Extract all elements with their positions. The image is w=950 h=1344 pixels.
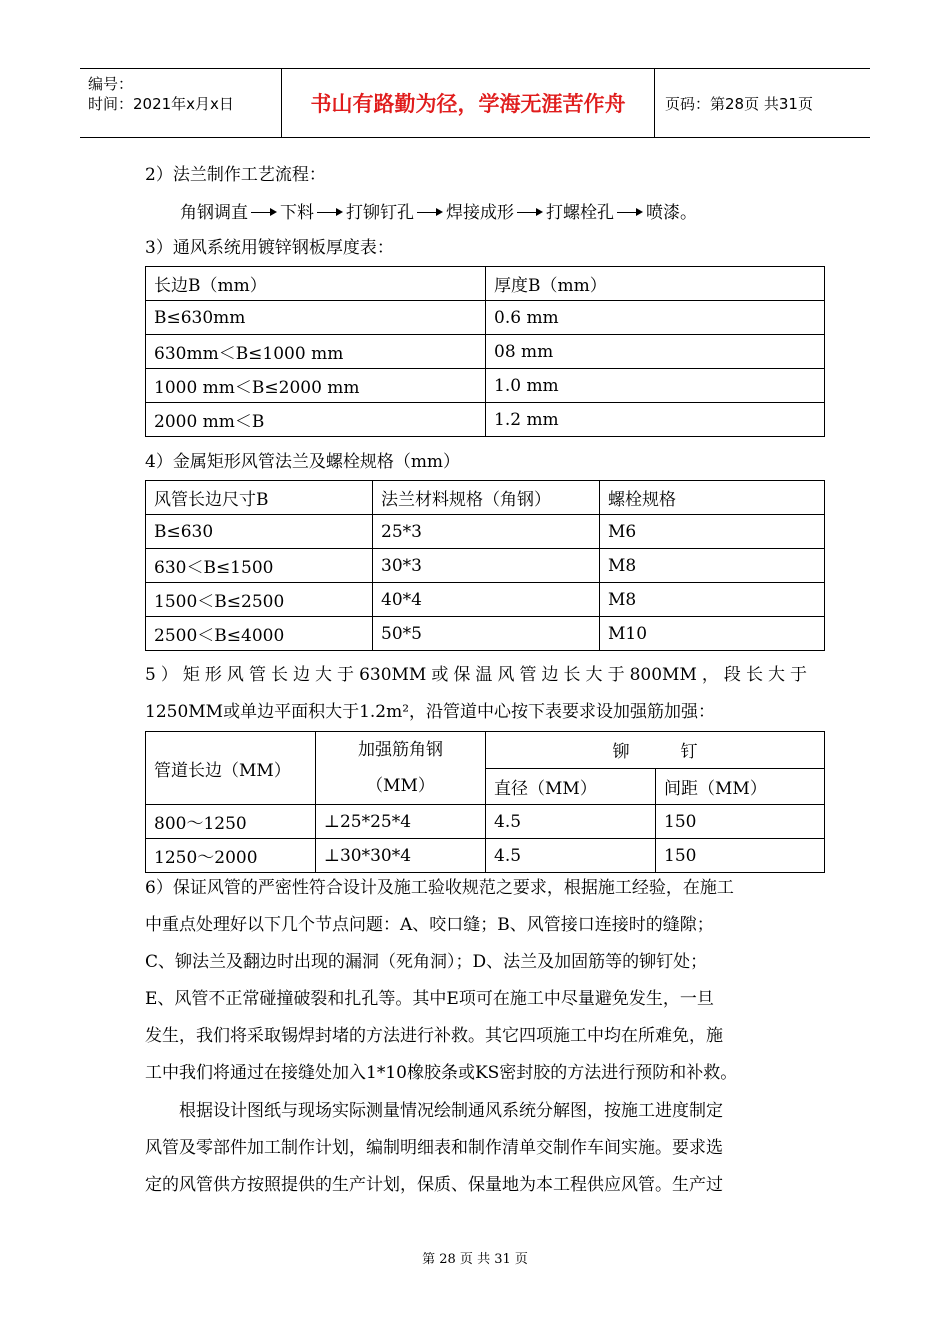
table-cell: M8 — [600, 549, 825, 583]
table-cell: ⊥30*30*4 — [316, 839, 486, 873]
table-cell: 1000 mm＜B≤2000 mm — [146, 369, 486, 403]
section3-title: 3）通风系统用镀锌钢板厚度表： — [145, 238, 394, 258]
table-cell: B≤630mm — [146, 301, 486, 335]
table-header-row — [146, 481, 825, 515]
table-row — [146, 839, 825, 873]
flow-step: 打螺栓孔 — [546, 203, 614, 223]
table-cell: 630mm＜B≤1000 mm — [146, 335, 486, 369]
table-cell: 30*3 — [373, 549, 600, 583]
paragraph-line: E、风管不正常碰撞破裂和扎孔等。其中E项可在施工中尽量避免发生，一旦 — [145, 989, 714, 1009]
table-header-cell: 管道长边（MM） — [146, 732, 316, 805]
table-cell: M10 — [600, 617, 825, 651]
paragraph-line: 发生，我们将采取锡焊封堵的方法进行补救。其它四项施工中均在所难免，施 — [145, 1026, 723, 1046]
section5-line2: 1250MM或单边平面积大于1.2m²，沿管道中心按下表要求设加强筋加强： — [145, 702, 716, 722]
table-cell: 800～1250 — [146, 805, 316, 839]
table-cell: 1250～2000 — [146, 839, 316, 873]
table-cell: M8 — [600, 583, 825, 617]
table-header-cell: 风管长边尺寸B — [146, 481, 373, 515]
table-cell: 4.5 — [486, 839, 656, 873]
header-motto: 书山有路勤为径，学海无涯苦作舟 — [282, 69, 655, 137]
paragraph-line: C、铆法兰及翻边时出现的漏洞（死角洞）；D、法兰及加固筋等的铆钉处； — [145, 952, 708, 972]
table-header-row — [146, 732, 825, 769]
table-row — [146, 369, 825, 403]
header-line: 加强筋角钢 — [358, 740, 443, 760]
table-cell: 2500＜B≤4000 — [146, 617, 373, 651]
table-cell: 1.0 mm — [486, 369, 825, 403]
table-header-cell: 铆 钉 — [486, 732, 825, 769]
section6-paragraph — [145, 870, 807, 1092]
paragraph-line: 中重点处理好以下几个节点问题：A、咬口缝；B、风管接口连接时的缝隙； — [145, 915, 714, 935]
arrow-right-icon — [417, 205, 443, 217]
number-label: 编号： — [88, 75, 134, 93]
table-header-cell: 间距（MM） — [656, 768, 825, 805]
table-row — [146, 301, 825, 335]
flow-step: 喷漆。 — [646, 203, 697, 223]
table-cell: 4.5 — [486, 805, 656, 839]
table-cell: 0.6 mm — [486, 301, 825, 335]
table-header-cell: 直径（MM） — [486, 768, 656, 805]
table-cell: 2000 mm＜B — [146, 403, 486, 437]
section5-line1: 5）矩形风管长边大于630MM或保温风管边长大于800MM，段长大于 — [145, 665, 807, 685]
arrow-right-icon — [317, 205, 343, 217]
paragraph-line: 风管及零部件加工制作计划，编制明细表和制作清单交制作车间实施。要求选 — [145, 1138, 723, 1158]
table-row — [146, 805, 825, 839]
flange-bolt-table — [145, 480, 825, 651]
steel-thickness-table — [145, 266, 825, 437]
table-row — [146, 403, 825, 437]
table-cell: ⊥25*25*4 — [316, 805, 486, 839]
table-header-cell: 螺栓规格 — [600, 481, 825, 515]
table-row — [146, 549, 825, 583]
table-cell: 25*3 — [373, 515, 600, 549]
page-footer: 第 28 页 共 31 页 — [422, 1252, 528, 1267]
table-cell: 630＜B≤1500 — [146, 549, 373, 583]
section2-title: 2）法兰制作工艺流程： — [145, 165, 326, 185]
table-header-cell: 厚度B（mm） — [486, 267, 825, 301]
header-meta — [80, 69, 282, 137]
table-row — [146, 335, 825, 369]
arrow-right-icon — [251, 205, 277, 217]
reinforcement-table — [145, 731, 825, 873]
table-cell: 1.2 mm — [486, 403, 825, 437]
paragraph-line: 工中我们将通过在接缝处加入1*10橡胶条或KS密封胶的方法进行预防和补救。 — [145, 1063, 738, 1083]
paragraph-line: 定的风管供方按照提供的生产计划，保质、保量地为本工程供应风管。生产过 — [145, 1175, 723, 1195]
table-cell: B≤630 — [146, 515, 373, 549]
time-label: 时间：2021年x月x日 — [88, 95, 234, 113]
table-header-cell: 长边B（mm） — [146, 267, 486, 301]
flow-step: 角钢调直 — [180, 203, 248, 223]
table-row — [146, 515, 825, 549]
paragraph-line: 根据设计图纸与现场实际测量情况绘制通风系统分解图，按施工进度制定 — [145, 1101, 723, 1121]
paragraph-line: 6）保证风管的严密性符合设计及施工验收规范之要求，根据施工经验，在施工 — [145, 878, 734, 898]
process-flow — [180, 198, 697, 223]
table-cell: 1500＜B≤2500 — [146, 583, 373, 617]
table-cell: M6 — [600, 515, 825, 549]
table-row — [146, 583, 825, 617]
table-cell: 50*5 — [373, 617, 600, 651]
table-cell: 08 mm — [486, 335, 825, 369]
planning-paragraph — [145, 1093, 807, 1204]
section4-title: 4）金属矩形风管法兰及螺栓规格（mm） — [145, 452, 461, 472]
table-header-cell: 法兰材料规格（角钢） — [373, 481, 600, 515]
arrow-right-icon — [517, 205, 543, 217]
flow-step: 下料 — [280, 203, 314, 223]
flow-step: 打铆钉孔 — [346, 203, 414, 223]
table-cell: 150 — [656, 805, 825, 839]
header-page-label: 页码：第28页 共31页 — [665, 94, 813, 113]
arrow-right-icon — [617, 205, 643, 217]
table-header-cell — [316, 732, 486, 805]
header-line: （MM） — [366, 776, 435, 796]
page-header — [80, 68, 870, 138]
table-header-row — [146, 267, 825, 301]
table-cell: 40*4 — [373, 583, 600, 617]
table-row — [146, 617, 825, 651]
table-cell: 150 — [656, 839, 825, 873]
flow-step: 焊接成形 — [446, 203, 514, 223]
